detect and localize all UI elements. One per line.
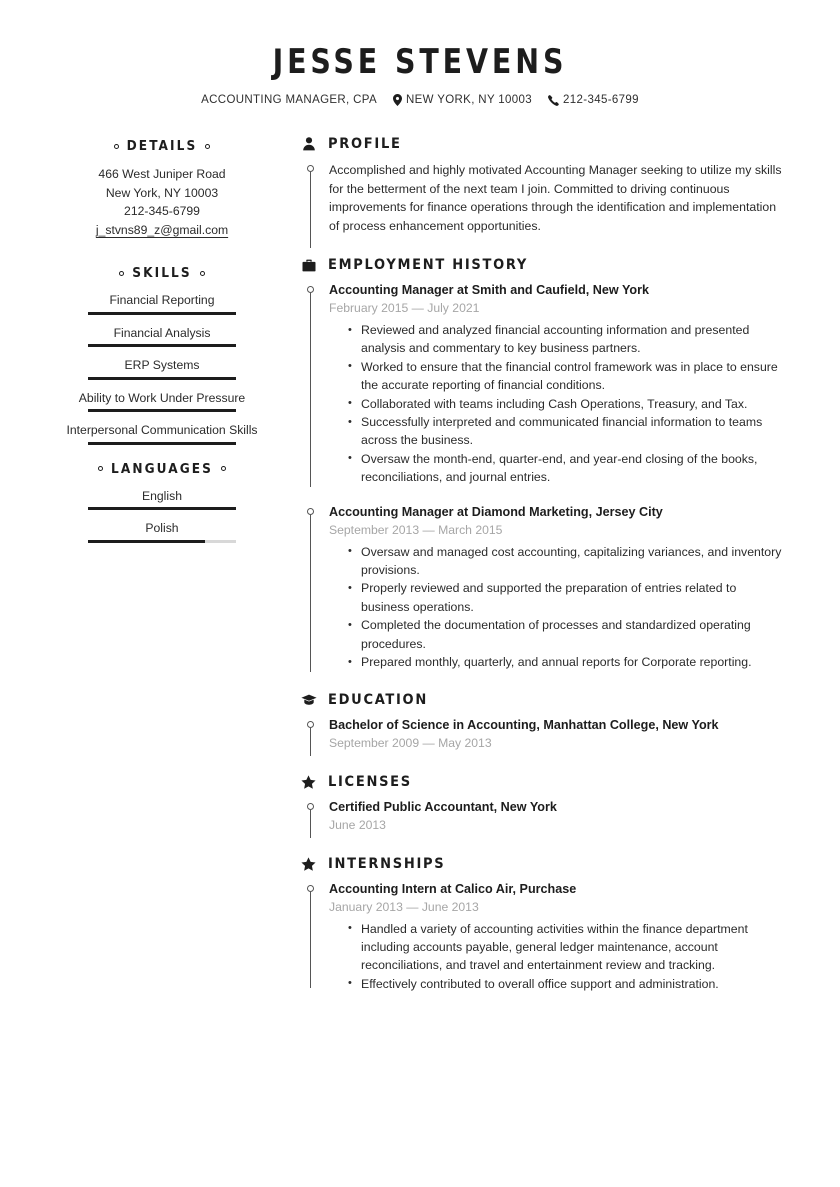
circle-decoration-icon	[200, 271, 205, 276]
detail-phone: 212-345-6799	[124, 204, 200, 219]
detail-address-street: 466 West Juniper Road	[98, 167, 226, 182]
graduation-cap-icon	[300, 694, 317, 706]
profile-title: PROFILE	[328, 136, 402, 153]
employment-entry	[301, 282, 782, 487]
bullet-item: • Oversaw and managed cost accounting, capitalizing variances, and inventory provisions.	[361, 543, 782, 580]
profile-body	[329, 161, 782, 235]
license-entry-title: Certified Public Accountant, New York	[329, 799, 557, 814]
timeline-line	[310, 172, 311, 248]
skill-label: Ability to Work Under Pressure	[78, 390, 246, 405]
licenses-heading	[301, 774, 782, 790]
profile-heading	[301, 136, 782, 152]
details-heading-text: DETAILS	[126, 138, 198, 155]
timeline-marker	[307, 165, 314, 235]
bullet-item: • Oversaw the month-end, quarter-end, and year-end closing of the books, reconciliations, and journal entries.	[361, 450, 782, 487]
languages-list	[58, 488, 266, 543]
skill-level-bar	[88, 442, 236, 445]
timeline-marker	[307, 286, 314, 487]
employment-entry-date: September 2013 — March 2015	[329, 522, 503, 537]
bullet-item: • Properly reviewed and supported the preparation of entries related to business operations.	[361, 579, 782, 616]
license-entry	[301, 799, 782, 834]
language-level-bar	[88, 507, 236, 510]
sidebar-section-skills	[58, 265, 266, 445]
sidebar-section-languages	[58, 461, 266, 543]
page-title: JESSE STEVENS	[272, 42, 568, 82]
internship-entry	[301, 881, 782, 994]
skill-item	[58, 292, 266, 315]
employment-entry-date: February 2015 — July 2021	[329, 301, 480, 316]
education-title: EDUCATION	[328, 691, 428, 708]
timeline-line	[310, 515, 311, 672]
bullet-item: • Reviewed and analyzed financial accounting information and presented analysis and commentary to key business partners.	[361, 321, 782, 358]
map-pin-icon	[393, 94, 402, 106]
internships-title: INTERNSHIPS	[328, 855, 446, 872]
profile-entry	[301, 161, 782, 235]
section-education	[301, 692, 782, 752]
employment-entry-title: Accounting Manager at Diamond Marketing, Jersey City	[329, 504, 663, 519]
education-entry	[301, 717, 782, 752]
languages-heading	[58, 461, 266, 477]
section-licenses	[301, 774, 782, 834]
employment-heading	[301, 257, 782, 273]
timeline-dot-icon	[307, 508, 314, 515]
circle-decoration-icon	[205, 144, 210, 149]
timeline-marker	[307, 508, 314, 672]
skill-item	[58, 357, 266, 380]
details-heading	[58, 138, 266, 154]
section-employment-history	[301, 257, 782, 672]
skill-item	[58, 422, 266, 445]
employment-entry-title: Accounting Manager at Smith and Caufield, New York	[329, 283, 650, 298]
skill-level-bar	[88, 312, 236, 315]
section-internships	[301, 856, 782, 994]
briefcase-icon	[300, 259, 317, 272]
bullet-item: • Collaborated with teams including Cash Operations, Treasury, and Tax.	[361, 395, 782, 413]
internships-heading	[301, 856, 782, 872]
language-label: Polish	[145, 521, 179, 536]
education-heading	[301, 692, 782, 708]
star-icon	[300, 857, 317, 871]
resume-header	[58, 44, 782, 106]
circle-decoration-icon	[119, 271, 124, 276]
education-entry-date: September 2009 — May 2013	[329, 735, 492, 750]
skill-level-fill	[88, 377, 236, 380]
timeline-line	[310, 810, 311, 838]
language-level-bar	[88, 540, 236, 543]
skills-heading	[58, 265, 266, 281]
employment-entry-bullets	[329, 543, 782, 672]
sidebar-section-details	[58, 138, 266, 239]
phone-icon	[548, 95, 559, 106]
timeline-dot-icon	[307, 286, 314, 293]
education-entry-title: Bachelor of Science in Accounting, Manhattan College, New York	[329, 717, 719, 732]
circle-decoration-icon	[98, 466, 103, 471]
timeline-dot-icon	[307, 165, 314, 172]
internship-entry-title: Accounting Intern at Calico Air, Purchase	[329, 881, 577, 896]
resume-body	[58, 136, 782, 993]
language-level-fill	[88, 507, 236, 510]
bullet-item: • Effectively contributed to overall office support and administration.	[361, 975, 782, 993]
skill-item	[58, 325, 266, 348]
contact-phone	[548, 94, 639, 106]
language-level-fill	[88, 540, 205, 543]
skill-level-fill	[88, 442, 236, 445]
circle-decoration-icon	[114, 144, 119, 149]
detail-email[interactable]: j_stvns89_z@gmail.com	[95, 222, 229, 237]
timeline-marker	[307, 721, 314, 752]
skill-item	[58, 390, 266, 413]
skill-label: Financial Analysis	[113, 325, 211, 340]
profile-text: Accomplished and highly motivated Accounting Manager seeking to utilize my skills for the betterment of the next team I join. Committed to driving continuous improvements for finance operations through the identification and implementation of process enhancement opportunities.	[329, 163, 782, 233]
circle-decoration-icon	[221, 466, 226, 471]
bullet-item: • Handled a variety of accounting activities within the finance department including accounts payable, general ledger maintenance, account reconciliations, and travel and entertainment review and tracking.	[361, 920, 782, 975]
skill-level-bar	[88, 344, 236, 347]
person-icon	[300, 137, 317, 151]
skill-level-fill	[88, 409, 236, 412]
section-profile	[301, 136, 782, 235]
bullet-item: • Worked to ensure that the financial control framework was in place to ensure the accurate reporting of financial conditions.	[361, 358, 782, 395]
timeline-line	[310, 892, 311, 988]
timeline-marker	[307, 803, 314, 834]
timeline-line	[310, 728, 311, 756]
skills-list	[58, 292, 266, 445]
employment-entry-bullets	[329, 321, 782, 487]
skill-level-fill	[88, 312, 236, 315]
internship-entry-date: January 2013 — June 2013	[329, 899, 479, 914]
sidebar	[58, 136, 266, 553]
skill-label: ERP Systems	[124, 358, 200, 373]
timeline-dot-icon	[307, 803, 314, 810]
timeline-dot-icon	[307, 885, 314, 892]
languages-heading-text: LANGUAGES	[110, 460, 214, 477]
language-item	[58, 488, 266, 511]
main-content	[266, 136, 782, 993]
skill-level-bar	[88, 377, 236, 380]
skill-level-fill	[88, 344, 236, 347]
bullet-item: • Successfully interpreted and communicated financial information to teams across the business.	[361, 413, 782, 450]
skill-level-bar	[88, 409, 236, 412]
language-item	[58, 520, 266, 543]
timeline-line	[310, 293, 311, 487]
phone-text: 212-345-6799	[563, 94, 639, 107]
job-title-text: ACCOUNTING MANAGER, CPA	[201, 94, 377, 107]
star-icon	[300, 775, 317, 789]
contact-location	[393, 94, 532, 106]
timeline-marker	[307, 885, 314, 994]
timeline-dot-icon	[307, 721, 314, 728]
location-text: NEW YORK, NY 10003	[406, 94, 533, 107]
internship-entry-bullets	[329, 920, 782, 994]
bullet-item: • Prepared monthly, quarterly, and annual reports for Corporate reporting.	[361, 653, 782, 671]
contact-line	[58, 94, 782, 106]
bullet-item: • Completed the documentation of processes and standardized operating procedures.	[361, 616, 782, 653]
skill-label: Financial Reporting	[109, 293, 215, 308]
contact-job-title	[201, 94, 377, 106]
language-label: English	[142, 488, 182, 503]
detail-address-city: New York, NY 10003	[105, 185, 219, 200]
license-entry-date: June 2013	[329, 817, 386, 832]
licenses-title: LICENSES	[328, 773, 412, 790]
skills-heading-text: SKILLS	[132, 265, 192, 282]
skill-label: Interpersonal Communication Skills	[66, 423, 258, 438]
employment-entry	[301, 504, 782, 672]
employment-title: EMPLOYMENT HISTORY	[328, 257, 528, 274]
